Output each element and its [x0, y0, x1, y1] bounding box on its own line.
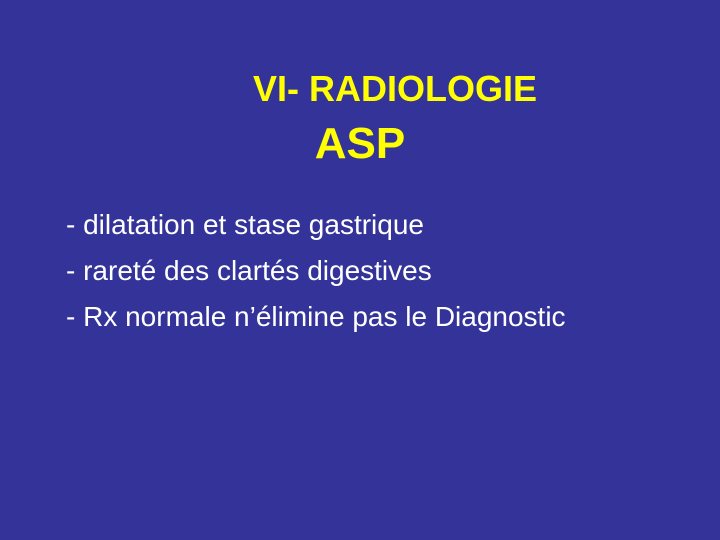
bullet-item: - rareté des clartés digestives	[66, 255, 432, 286]
slide-subtitle: ASP	[314, 119, 406, 168]
bullet-item: - Rx normale n’élimine pas le Diagnostic	[66, 301, 566, 332]
bullet-item: - dilatation et stase gastrique	[66, 209, 424, 240]
slide-title: VI- RADIOLOGIE	[252, 68, 537, 109]
bullet-list	[66, 202, 566, 340]
